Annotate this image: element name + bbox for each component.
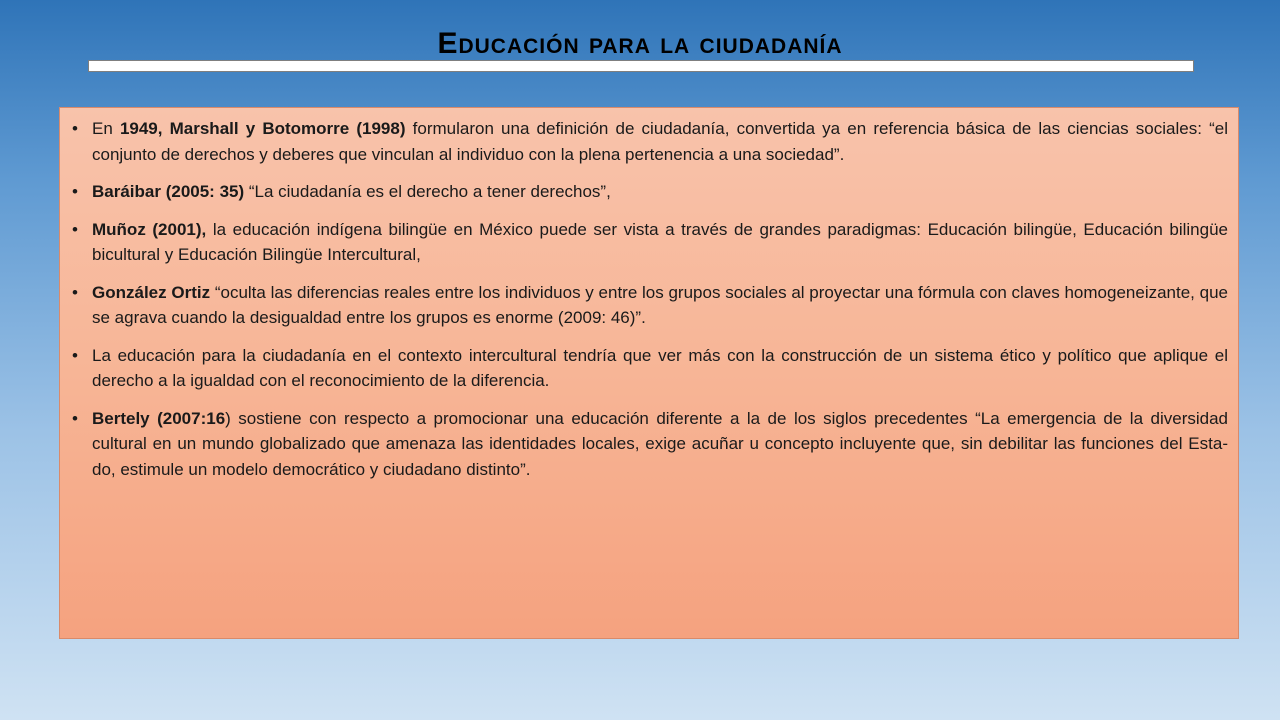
bullet-dot-icon: • [72, 345, 78, 365]
bullet-text: La educación para la ciudadanía en el contexto intercultural tendría que ver más con la construcción de un sistema ético y político que aplique el derecho a la igualdad con el reconocimiento de la diferencia. [92, 345, 1228, 390]
bullet-citation: Bertely (2007:16 [92, 408, 226, 428]
bullet-dot-icon: • [72, 182, 78, 201]
bullet-item [70, 217, 1228, 268]
bullet-text: la educación indígena bilingüe en México puede ser vista a través de grandes paradigmas: Educación bilingüe, Educación bilingüe bicultural y Educación Bilingüe Intercultural, [92, 219, 1228, 264]
content-box [59, 107, 1239, 639]
bullet-citation: 1949, Marshall y Botomorre (1998) [119, 119, 406, 138]
bullet-item [70, 280, 1228, 331]
bullet-dot-icon: • [72, 408, 78, 428]
bullet-item [70, 116, 1228, 167]
bullet-dot-icon: • [72, 282, 78, 302]
title-underline-bar [88, 60, 1194, 72]
bullet-item [70, 406, 1228, 483]
bullet-text: “oculta las diferencias reales entre los individuos y entre los grupos sociales al proyectar una fórmula con claves homogeneizante, que se agrava cuando la desigualdad entre los grupos es enorme (2009: 46)”. [92, 282, 1228, 327]
bullet-text: “La ciudadanía es el derecho a tener derechos”, [244, 182, 611, 201]
bullet-list [70, 116, 1228, 482]
slide-title: Educación para la ciudadanía [437, 27, 843, 60]
bullet-text: ) sostiene con respecto a promocionar una educación diferente a la de los siglos precedentes “La emergencia de la diversidad cultural en un mundo globalizado que amenaza las identidades locales, exige acuñar u concepto incluyente que, sin debilitar las funciones del Esta- do, estimule un modelo democrático y ciudadano distinto”. [92, 408, 1228, 479]
bullet-dot-icon: • [72, 219, 78, 239]
bullet-citation: Muñoz (2001), [92, 219, 207, 239]
bullet-text: En [92, 119, 120, 138]
bullet-citation: González Ortiz [92, 282, 211, 302]
bullet-citation: Baráibar (2005: 35) [92, 182, 245, 201]
bullet-text: formularon una definición de ciudadanía, convertida ya en referencia básica de las ciencias sociales: “el conjunto de derechos y deberes que vinculan al individuo con la plena pertenencia a una sociedad”. [92, 119, 1228, 164]
bullet-item [70, 179, 1228, 205]
bullet-dot-icon: • [72, 119, 78, 138]
bullet-item [70, 343, 1228, 394]
